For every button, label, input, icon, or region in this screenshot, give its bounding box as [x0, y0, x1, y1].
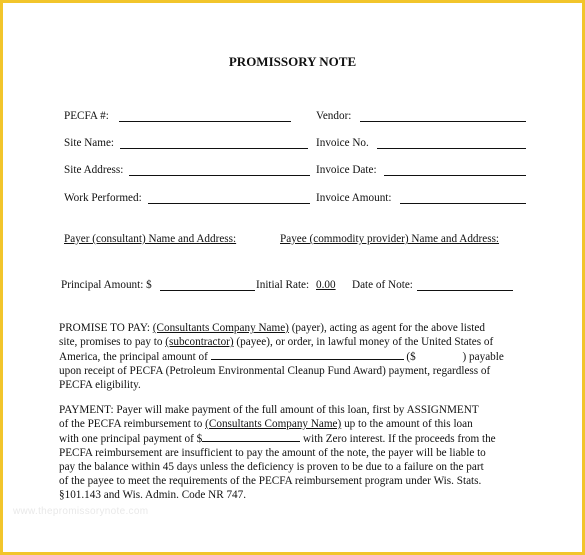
document-title: PROMISSORY NOTE — [228, 54, 357, 69]
initial-rate-label: Initial Rate: — [256, 279, 310, 291]
principal-figures-field[interactable] — [416, 350, 460, 360]
site-address-label: Site Address: — [64, 164, 124, 176]
vendor-field[interactable] — [360, 121, 526, 122]
invoice-amount-label: Invoice Amount: — [316, 192, 392, 204]
invoice-date-field[interactable] — [384, 175, 526, 176]
promise-text: America, the principal amount of — [59, 351, 211, 363]
payer-header: Payer (consultant) Name and Address: — [64, 233, 237, 245]
payment-text: §101.143 and Wis. Admin. Code NR 747. — [59, 489, 247, 501]
payment-text: up to the amount of this loan — [341, 418, 473, 430]
payment-paragraph — [59, 403, 531, 502]
promise-text: ($ — [403, 351, 416, 363]
date-of-note-label: Date of Note: — [352, 279, 413, 291]
payer-name-placeholder: (Consultants Company Name) — [152, 322, 289, 334]
payment-text: with Zero interest. If the proceeds from the — [300, 433, 496, 445]
payment-text: pay the balance within 45 days unless the deficiency is proven to be due to a failure on the part — [59, 461, 484, 473]
invoice-no-label: Invoice No. — [316, 137, 369, 149]
invoice-date-label: Invoice Date: — [316, 164, 377, 176]
initial-rate-value: 0.00 — [316, 279, 336, 291]
principal-amount-field[interactable] — [160, 290, 255, 291]
principal-amount-label: Principal Amount: $ — [61, 279, 152, 291]
promise-text: ) payable — [459, 351, 504, 363]
invoice-amount-field[interactable] — [400, 203, 526, 204]
promise-text: (payer), acting as agent for the above listed — [288, 322, 485, 334]
promise-paragraph — [59, 321, 531, 392]
payment-text: with one principal payment of $ — [59, 433, 203, 445]
payment-text: PAYMENT: Payer will make payment of the full amount of this loan, first by ASSIGNMENT — [59, 404, 479, 416]
invoice-no-field[interactable] — [377, 148, 526, 149]
document-page — [3, 3, 582, 552]
payment-text: of the payee to meet the requirements of the PECFA reimbursement program under Wis. Stats. — [59, 475, 482, 487]
work-performed-field[interactable] — [148, 203, 310, 204]
site-name-field[interactable] — [120, 148, 308, 149]
payment-text: of the PECFA reimbursement to — [59, 418, 206, 430]
promise-heading: PROMISE TO PAY: — [59, 322, 153, 334]
pecfa-field[interactable] — [119, 121, 291, 122]
pecfa-label: PECFA #: — [64, 110, 109, 122]
date-of-note-field[interactable] — [417, 290, 513, 291]
payee-name-placeholder: (subcontractor) — [165, 336, 234, 348]
payment-text: PECFA reimbursement are insufficient to pay the amount of the note, the payer will be liable to — [59, 447, 486, 459]
site-name-label: Site Name: — [64, 137, 115, 149]
promise-text: upon receipt of PECFA (Petroleum Environmental Cleanup Fund Award) payment, regardless of — [59, 365, 491, 377]
watermark: www.thepromissorynote.com — [13, 506, 149, 517]
consultant-name-placeholder: (Consultants Company Name) — [205, 418, 342, 430]
payee-header: Payee (commodity provider) Name and Address: — [280, 233, 500, 245]
principal-words-field[interactable] — [211, 349, 404, 360]
promise-text: site, promises to pay to — [59, 336, 166, 348]
site-address-field[interactable] — [129, 175, 310, 176]
vendor-label: Vendor: — [316, 110, 352, 122]
payment-amount-field[interactable] — [202, 431, 300, 442]
promise-text: PECFA eligibility. — [59, 379, 141, 391]
promise-text: (payee), or order, in lawful money of the United States of — [233, 336, 494, 348]
work-performed-label: Work Performed: — [64, 192, 142, 204]
